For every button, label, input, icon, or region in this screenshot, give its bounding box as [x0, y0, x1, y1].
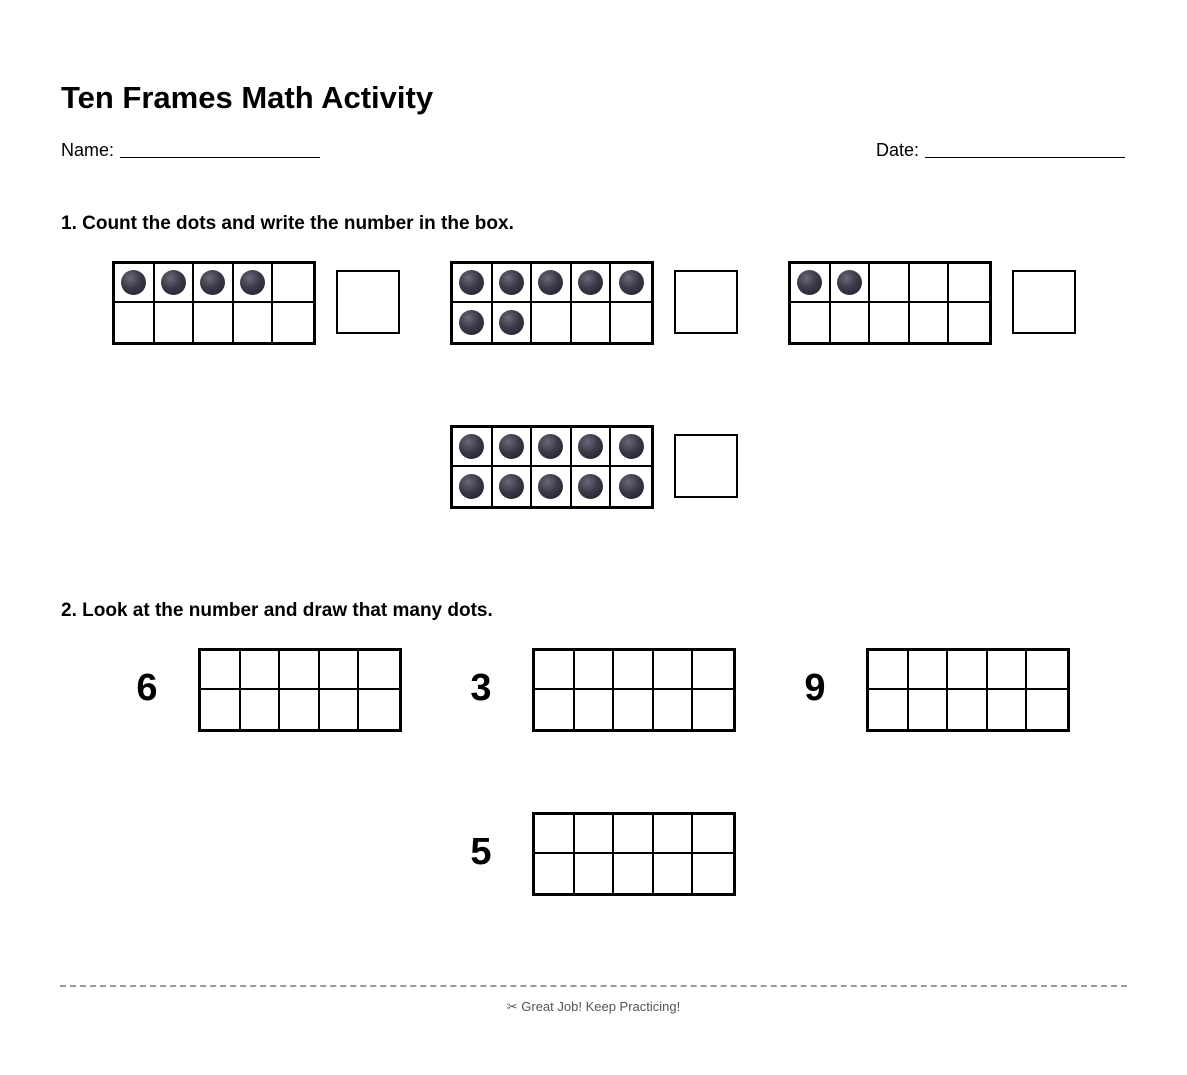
counter-dot	[459, 434, 484, 459]
ten-frame-cell[interactable]	[535, 651, 575, 690]
ten-frame-cell	[493, 303, 533, 342]
footer	[0, 999, 1187, 1015]
target-number: 9	[804, 667, 826, 709]
answer-box[interactable]	[336, 270, 400, 334]
ten-frame-cell	[611, 264, 651, 303]
counter-dot	[459, 474, 484, 499]
name-field	[61, 140, 320, 161]
ten-frame-cell	[910, 264, 950, 303]
scissors-icon: ✂	[506, 999, 518, 1014]
ten-frame-cell[interactable]	[241, 651, 281, 690]
answer-box[interactable]	[1012, 270, 1076, 334]
ten-frame-cell	[493, 467, 533, 506]
ten-frame[interactable]	[532, 812, 736, 896]
counter-dot	[538, 434, 563, 459]
ten-frame-cell	[453, 264, 493, 303]
counter-dot	[578, 474, 603, 499]
ten-frame-cell	[155, 303, 195, 342]
ten-frame-cell	[532, 264, 572, 303]
ten-frame-cell[interactable]	[948, 651, 988, 690]
ten-frame-cell	[273, 264, 313, 303]
ten-frame-cell[interactable]	[693, 651, 733, 690]
ten-frame-cell[interactable]	[280, 690, 320, 729]
ten-frame	[450, 261, 654, 345]
ten-frame-cell[interactable]	[575, 815, 615, 854]
ten-frame-cell[interactable]	[1027, 651, 1067, 690]
ten-frame-cell[interactable]	[654, 651, 694, 690]
ten-frame-cell	[572, 264, 612, 303]
ten-frame-cell[interactable]	[320, 651, 360, 690]
ten-frame-cell	[910, 303, 950, 342]
ten-frame-cell[interactable]	[535, 690, 575, 729]
ten-frame-cell[interactable]	[948, 690, 988, 729]
ten-frame-cell	[194, 264, 234, 303]
counter-dot	[121, 270, 146, 295]
ten-frame-cell[interactable]	[241, 690, 281, 729]
date-input-line[interactable]	[925, 157, 1125, 158]
counter-dot	[578, 270, 603, 295]
counter-dot	[161, 270, 186, 295]
ten-frame-cell[interactable]	[909, 690, 949, 729]
ten-frame-cell	[611, 467, 651, 506]
ten-frame-cell[interactable]	[614, 690, 654, 729]
ten-frame-cell	[949, 264, 989, 303]
ten-frame-cell	[870, 303, 910, 342]
counter-dot	[499, 434, 524, 459]
ten-frame-cell	[453, 467, 493, 506]
ten-frame-cell	[870, 264, 910, 303]
counter-dot	[538, 270, 563, 295]
counter-dot	[619, 270, 644, 295]
counter-dot	[200, 270, 225, 295]
ten-frame-cell[interactable]	[693, 690, 733, 729]
ten-frame-cell	[949, 303, 989, 342]
counter-dot	[837, 270, 862, 295]
ten-frame-cell[interactable]	[869, 690, 909, 729]
ten-frame-cell[interactable]	[614, 854, 654, 893]
ten-frame	[112, 261, 316, 345]
counter-dot	[538, 474, 563, 499]
target-number: 5	[470, 831, 492, 873]
ten-frame-cell[interactable]	[201, 690, 241, 729]
ten-frame-cell[interactable]	[575, 854, 615, 893]
ten-frame-cell	[791, 303, 831, 342]
counter-dot	[499, 474, 524, 499]
section-1-heading: 1. Count the dots and write the number in the box.	[61, 213, 514, 234]
ten-frame-cell	[791, 264, 831, 303]
cut-line-divider	[60, 985, 1127, 987]
target-number: 6	[136, 667, 158, 709]
counter-dot	[499, 270, 524, 295]
ten-frame-cell	[831, 303, 871, 342]
ten-frame-cell[interactable]	[988, 690, 1028, 729]
ten-frame	[788, 261, 992, 345]
ten-frame-cell[interactable]	[280, 651, 320, 690]
date-field	[876, 140, 1125, 161]
ten-frame-cell[interactable]	[654, 815, 694, 854]
ten-frame-cell	[273, 303, 313, 342]
ten-frame-cell[interactable]	[614, 651, 654, 690]
ten-frame-cell[interactable]	[988, 651, 1028, 690]
ten-frame-cell[interactable]	[1027, 690, 1067, 729]
section-2-heading: 2. Look at the number and draw that many dots.	[61, 600, 493, 621]
ten-frame-cell[interactable]	[693, 854, 733, 893]
ten-frame-cell	[611, 303, 651, 342]
ten-frame-cell[interactable]	[359, 651, 399, 690]
name-input-line[interactable]	[120, 157, 320, 158]
ten-frame-cell[interactable]	[320, 690, 360, 729]
counter-dot	[619, 434, 644, 459]
ten-frame-cell	[155, 264, 195, 303]
ten-frame-cell	[532, 303, 572, 342]
target-number: 3	[470, 667, 492, 709]
ten-frame-cell[interactable]	[654, 854, 694, 893]
ten-frame-cell	[572, 428, 612, 467]
footer-text: Great Job! Keep Practicing!	[521, 999, 681, 1014]
ten-frame-cell	[115, 264, 155, 303]
date-label: Date:	[876, 140, 920, 160]
counter-dot	[797, 270, 822, 295]
ten-frame-cell	[572, 467, 612, 506]
ten-frame-cell[interactable]	[535, 854, 575, 893]
ten-frame-cell	[493, 264, 533, 303]
ten-frame-cell	[532, 467, 572, 506]
counter-dot	[459, 270, 484, 295]
ten-frame-cell	[234, 303, 274, 342]
counter-dot	[578, 434, 603, 459]
ten-frame-cell[interactable]	[654, 690, 694, 729]
ten-frame-cell	[831, 264, 871, 303]
counter-dot	[499, 310, 524, 335]
page-title: Ten Frames Math Activity	[61, 80, 434, 115]
counter-dot	[619, 474, 644, 499]
ten-frame-cell[interactable]	[535, 815, 575, 854]
ten-frame-cell[interactable]	[909, 651, 949, 690]
ten-frame-cell[interactable]	[869, 651, 909, 690]
name-label: Name:	[61, 140, 115, 160]
ten-frame-cell	[234, 264, 274, 303]
ten-frame-cell	[611, 428, 651, 467]
answer-box[interactable]	[674, 270, 738, 334]
ten-frame-cell	[115, 303, 155, 342]
counter-dot	[240, 270, 265, 295]
ten-frame	[450, 425, 654, 509]
ten-frame[interactable]	[532, 648, 736, 732]
ten-frame-cell[interactable]	[575, 651, 615, 690]
ten-frame-cell[interactable]	[614, 815, 654, 854]
ten-frame-cell	[532, 428, 572, 467]
ten-frame-cell	[572, 303, 612, 342]
answer-box[interactable]	[674, 434, 738, 498]
ten-frame-cell[interactable]	[575, 690, 615, 729]
ten-frame-cell	[493, 428, 533, 467]
ten-frame-cell[interactable]	[359, 690, 399, 729]
counter-dot	[459, 310, 484, 335]
ten-frame-cell	[453, 303, 493, 342]
ten-frame-cell	[453, 428, 493, 467]
ten-frame[interactable]	[866, 648, 1070, 732]
ten-frame-cell	[194, 303, 234, 342]
ten-frame-cell[interactable]	[201, 651, 241, 690]
ten-frame[interactable]	[198, 648, 402, 732]
ten-frame-cell[interactable]	[693, 815, 733, 854]
